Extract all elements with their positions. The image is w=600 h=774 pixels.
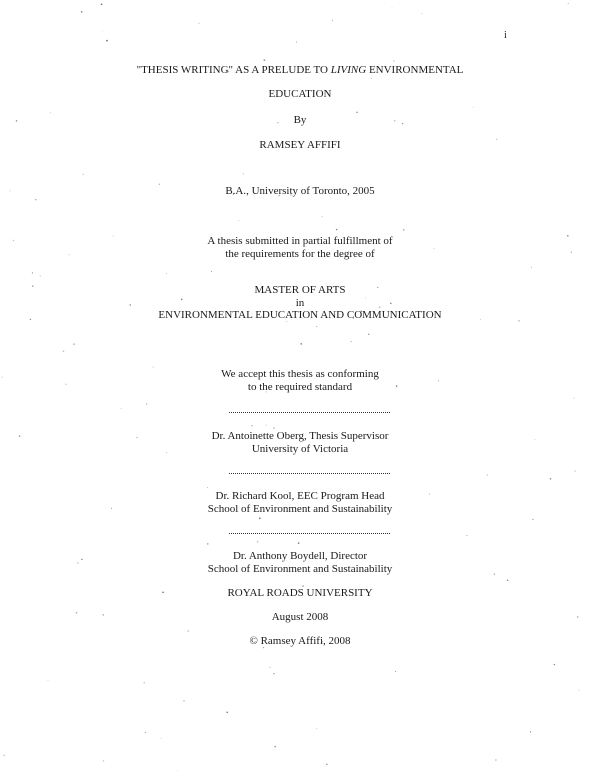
page-number: i (504, 30, 507, 41)
scan-speck (259, 517, 261, 519)
scan-speck (48, 680, 49, 681)
scan-speck (177, 770, 178, 771)
scan-speck (550, 478, 552, 480)
scan-speck (239, 220, 240, 221)
by-label: By (293, 114, 307, 126)
scan-speck (63, 350, 65, 352)
scan-speck (532, 519, 533, 520)
signatory-1-affiliation: University of Victoria (251, 443, 349, 455)
thesis-title-line-1 (0, 64, 600, 77)
scan-speck (101, 3, 103, 5)
acceptance-line-1: We accept this thesis as conforming (221, 368, 379, 380)
scan-speck (395, 671, 396, 672)
scan-speck (273, 673, 274, 674)
scan-speck (531, 267, 532, 268)
signature-line-3 (229, 533, 390, 534)
signatory-2-affiliation: School of Environment and Sustainability (207, 503, 393, 515)
thesis-title-line-2: EDUCATION (268, 88, 332, 100)
scan-speck (121, 408, 122, 409)
scan-speck (393, 60, 394, 61)
scan-speck (530, 731, 531, 732)
degree-field: ENVIRONMENTAL EDUCATION AND COMMUNICATION (158, 309, 442, 321)
prior-degree: B.A., University of Toronto, 2005 (225, 185, 375, 197)
scan-speck (321, 216, 322, 217)
institution-name: ROYAL ROADS UNIVERSITY (227, 587, 373, 599)
acceptance-line-2: to the required standard (247, 381, 353, 393)
scan-speck (188, 630, 189, 631)
title-suffix: ENVIRONMENTAL (366, 64, 464, 76)
scan-speck (81, 11, 83, 13)
scan-speck (332, 20, 333, 21)
scan-speck (495, 759, 497, 761)
scan-speck (251, 425, 252, 426)
scan-speck (40, 275, 41, 276)
scan-speck (166, 273, 167, 274)
scan-speck (326, 764, 327, 765)
submission-date: August 2008 (271, 611, 329, 623)
author-name: RAMSEY AFFIFI (259, 139, 341, 151)
scan-speck (211, 271, 212, 272)
title-italic-word: LIVING (330, 64, 367, 76)
scan-speck (300, 343, 302, 345)
scan-speck (226, 712, 228, 714)
scan-speck (296, 42, 297, 43)
scan-speck (336, 229, 338, 231)
scan-speck (257, 541, 259, 543)
scan-speck (487, 474, 488, 475)
scan-speck (264, 59, 266, 61)
scan-speck (207, 487, 208, 488)
scan-speck (575, 471, 576, 472)
scan-speck (35, 199, 36, 200)
scan-speck (266, 425, 267, 426)
scan-speck (473, 107, 474, 108)
scan-speck (106, 40, 108, 42)
scan-speck (316, 728, 317, 729)
signatory-3-name: Dr. Anthony Boydell, Director (232, 550, 368, 562)
scan-speck (466, 535, 467, 536)
scan-speck (102, 30, 103, 31)
degree-name: MASTER OF ARTS (254, 284, 346, 296)
scan-speck (146, 403, 147, 404)
signatory-1-name: Dr. Antoinette Oberg, Thesis Supervisor (211, 430, 389, 442)
scan-speck (554, 664, 556, 666)
scan-speck (32, 272, 33, 273)
scan-speck (274, 746, 276, 748)
scan-speck (199, 23, 200, 24)
scan-speck (145, 732, 146, 733)
scan-speck (207, 543, 208, 544)
scan-speck (368, 334, 369, 335)
scan-speck (573, 398, 574, 399)
degree-in: in (295, 297, 305, 309)
scan-speck (183, 700, 184, 701)
signatory-3-affiliation: School of Environment and Sustainability (207, 563, 393, 575)
scan-speck (73, 343, 75, 345)
scan-speck (421, 13, 422, 14)
submission-line-2: the requirements for the degree of (225, 248, 375, 260)
scan-speck (371, 78, 372, 79)
scan-speck (568, 3, 569, 4)
scan-speck (269, 667, 270, 668)
scan-speck (82, 174, 83, 175)
scan-speck (243, 173, 244, 174)
submission-line-1: A thesis submitted in partial fulfillment of (207, 235, 393, 247)
signature-line-1 (229, 412, 390, 413)
scan-speck (103, 760, 104, 761)
scan-speck (392, 7, 393, 8)
scan-speck (578, 689, 579, 690)
signatory-2-name: Dr. Richard Kool, EEC Program Head (215, 490, 385, 502)
scan-speck (507, 580, 508, 581)
scan-speck (144, 682, 145, 683)
scan-speck (273, 427, 275, 429)
scan-speck (298, 542, 300, 544)
scan-speck (161, 738, 162, 739)
scan-speck (3, 755, 4, 756)
scan-speck (403, 229, 405, 231)
scan-speck (351, 341, 352, 342)
scan-speck (316, 326, 317, 327)
signature-line-2 (229, 473, 390, 474)
copyright-notice: © Ramsey Affifi, 2008 (249, 635, 351, 647)
title-prefix: "THESIS WRITING" AS A PRELUDE TO (136, 64, 331, 76)
scan-speck (356, 112, 357, 113)
